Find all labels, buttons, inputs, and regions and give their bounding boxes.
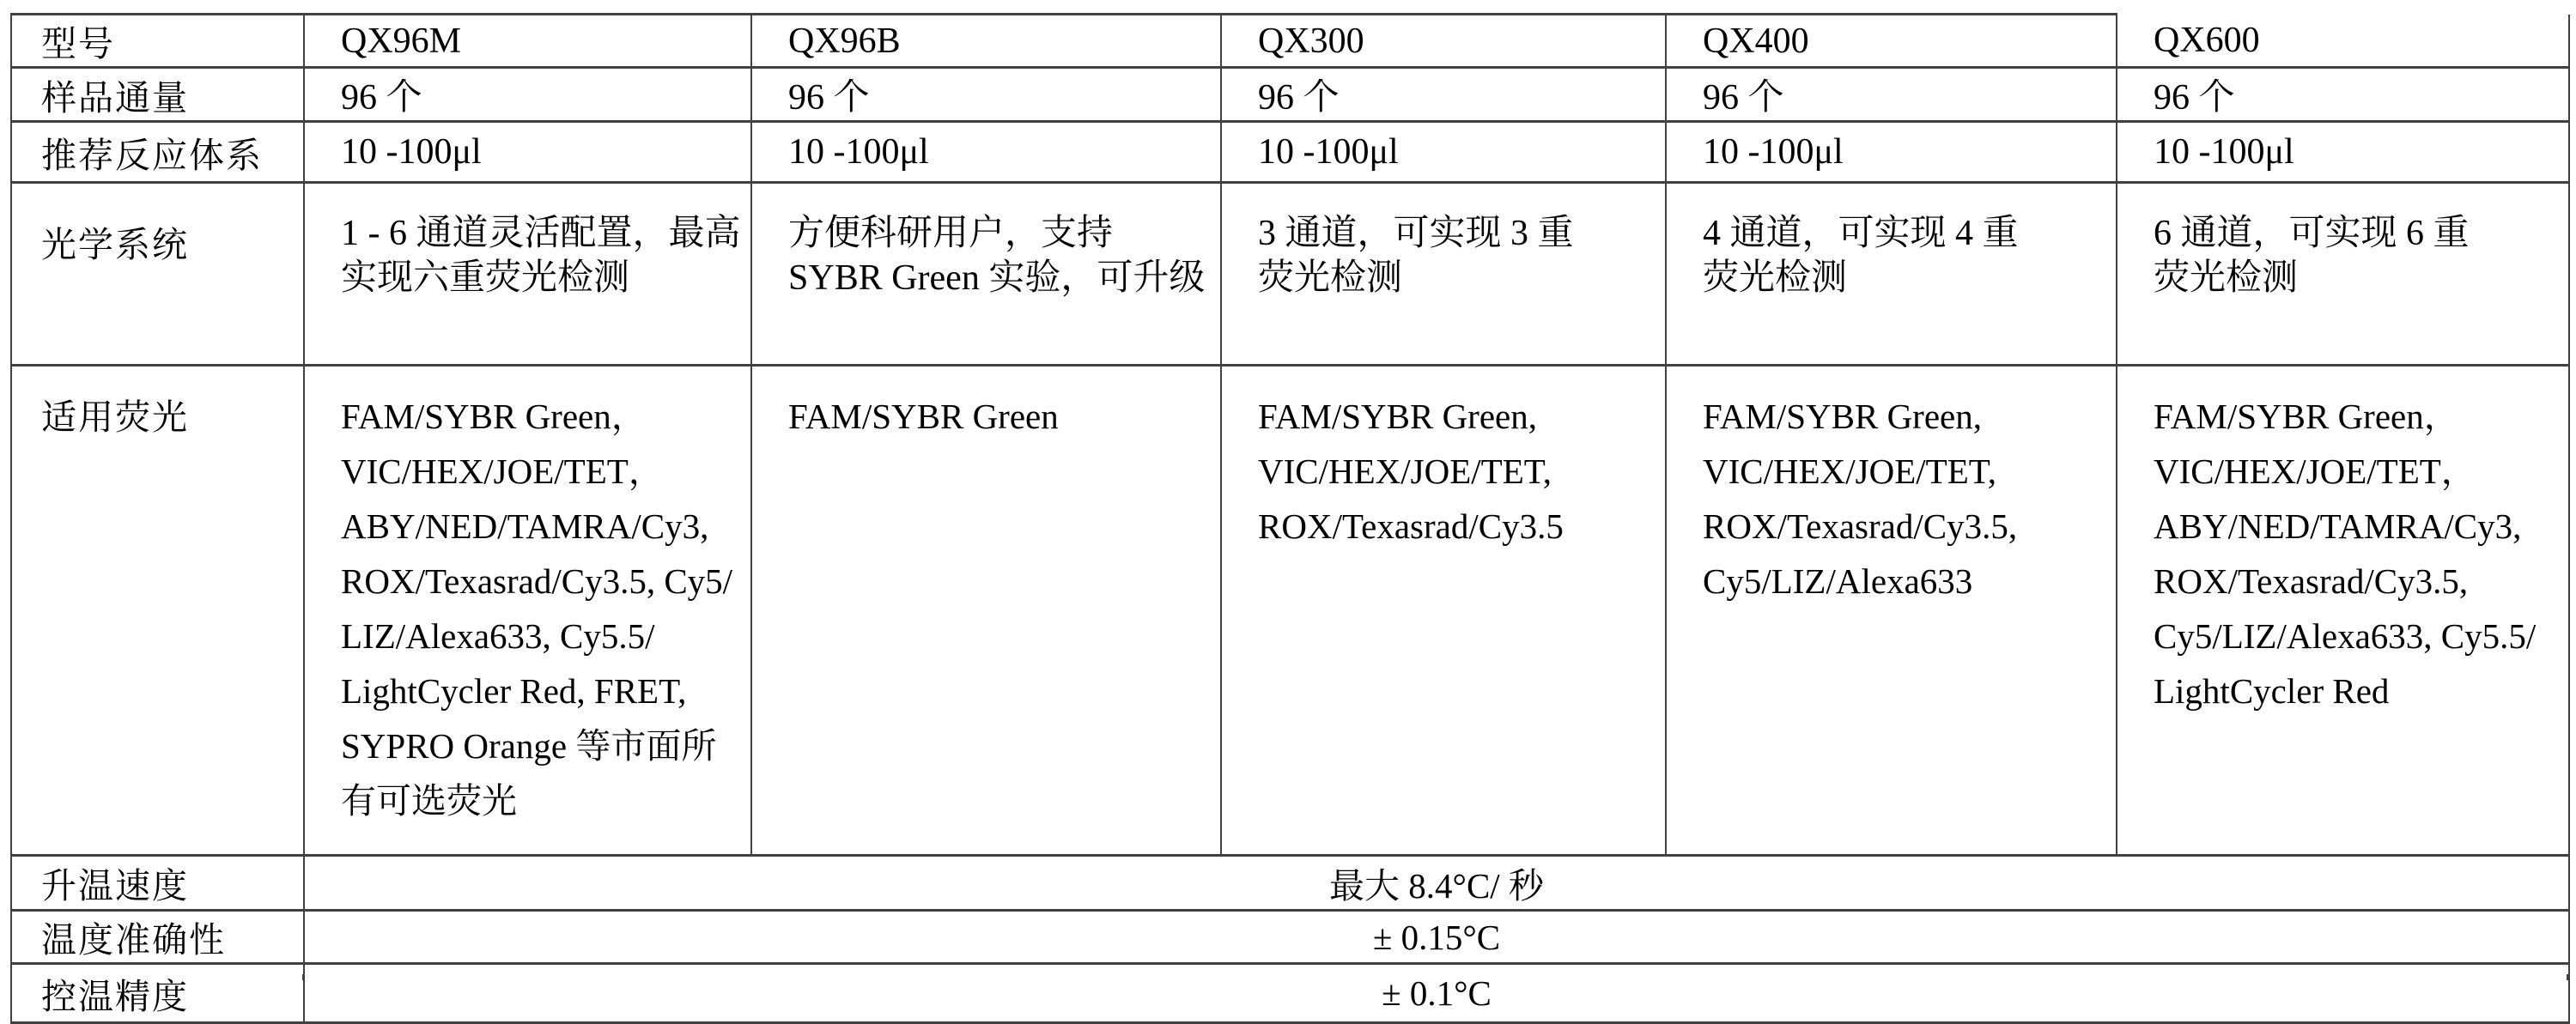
text-line: ABY/NED/TAMRA/Cy3,	[2154, 506, 2522, 546]
text-line: LightCycler Red, FRET,	[341, 671, 687, 711]
cell-optical-qx96m	[304, 183, 751, 366]
text-line: ROX/Texasrad/Cy3.5	[1258, 506, 1564, 546]
cell-optical-qx600	[2117, 183, 2569, 366]
row-optical-system	[11, 183, 2569, 366]
text-line: 1 - 6 通道灵活配置，最高	[341, 214, 741, 253]
cell-reaction-qx300: 10 -100μl	[1221, 122, 1666, 183]
text-line: 荧光检测	[1703, 258, 1848, 298]
row-temperature-precision	[11, 964, 2569, 1023]
model-header-qx96m: QX96M	[304, 15, 751, 68]
model-header-qx600: QX600	[2117, 15, 2569, 68]
row-model	[11, 15, 2569, 68]
text-line: LightCycler Red	[2154, 671, 2390, 711]
row-label-reaction-volume: 推荐反应体系	[11, 122, 304, 183]
row-reaction-volume	[11, 122, 2569, 183]
row-ramp-rate	[11, 856, 2569, 911]
cell-temperature-accuracy-value: ± 0.15°C	[304, 911, 2569, 964]
text-line: ABY/NED/TAMRA/Cy3,	[341, 506, 709, 546]
cell-fluor-qx300	[1221, 366, 1666, 856]
cropped-right-border-stub	[2567, 974, 2568, 980]
text-line: Cy5/LIZ/Alexa633, Cy5.5/	[2154, 616, 2537, 656]
cell-fluor-qx600	[2117, 366, 2569, 856]
row-label-optical-system: 光学系统	[11, 183, 304, 366]
cell-fluor-qx400	[1666, 366, 2117, 856]
text-line: VIC/HEX/JOE/TET,	[1258, 451, 1552, 491]
row-applicable-fluorophores	[11, 366, 2569, 856]
text-line: FAM/SYBR Green,	[1258, 397, 1537, 436]
cell-throughput-qx96m: 96 个	[304, 68, 751, 122]
cell-reaction-qx600: 10 -100μl	[2117, 122, 2569, 183]
cell-fluor-qx96m	[304, 366, 751, 856]
text-line: VIC/HEX/JOE/TET，	[341, 451, 664, 491]
text-line: 有可选荧光	[341, 781, 517, 821]
text-line: 荧光检测	[1258, 258, 1403, 298]
row-label-applicable-fluorophores: 适用荧光	[11, 366, 304, 856]
row-label-throughput: 样品通量	[11, 68, 304, 122]
text-line: LIZ/Alexa633, Cy5.5/	[341, 616, 655, 656]
cell-optical-qx300	[1221, 183, 1666, 366]
cell-temperature-precision-value: ± 0.1°C	[304, 964, 2569, 1023]
text-line: FAM/SYBR Green，	[341, 397, 647, 436]
cell-throughput-qx400: 96 个	[1666, 68, 2117, 122]
text-line: Cy5/LIZ/Alexa633	[1703, 561, 1973, 601]
text-line: FAM/SYBR Green,	[1703, 397, 1982, 436]
text-line: VIC/HEX/JOE/TET,	[1703, 451, 1996, 491]
text-line: ROX/Texasrad/Cy3.5,	[2154, 561, 2469, 601]
cell-fluor-qx96b	[751, 366, 1221, 856]
cropped-left-border-stub	[10, 974, 12, 980]
cell-reaction-qx400: 10 -100μl	[1666, 122, 2117, 183]
row-label-temperature-accuracy: 温度准确性	[11, 911, 304, 964]
row-throughput	[11, 68, 2569, 122]
row-label-temperature-precision: 控温精度	[11, 964, 304, 1023]
text-line: 实现六重荧光检测	[341, 258, 630, 298]
cell-throughput-qx300: 96 个	[1221, 68, 1666, 122]
cell-throughput-qx96b: 96 个	[751, 68, 1221, 122]
text-line: SYPRO Orange 等市面所	[341, 726, 717, 766]
cell-reaction-qx96m: 10 -100μl	[304, 122, 751, 183]
text-line: FAM/SYBR Green	[788, 397, 1059, 436]
model-header-qx400: QX400	[1666, 15, 2117, 68]
cell-optical-qx96b	[751, 183, 1221, 366]
cell-optical-qx400	[1666, 183, 2117, 366]
cell-ramp-rate-value: 最大 8.4°C/ 秒	[304, 856, 2569, 911]
cell-reaction-qx96b: 10 -100μl	[751, 122, 1221, 183]
text-line: ROX/Texasrad/Cy3.5, Cy5/	[341, 561, 733, 601]
text-line: 荧光检测	[2154, 258, 2299, 298]
text-line: SYBR Green 实验，可升级	[788, 258, 1206, 298]
model-header-qx300: QX300	[1221, 15, 1666, 68]
text-line: ROX/Texasrad/Cy3.5,	[1703, 506, 2018, 546]
text-line: 4 通道，可实现 4 重	[1703, 214, 2019, 253]
text-line: VIC/HEX/JOE/TET，	[2154, 451, 2476, 491]
row-label-model: 型号	[11, 15, 304, 68]
text-line: 3 通道，可实现 3 重	[1258, 214, 1574, 253]
text-line: 方便科研用户，支持	[788, 214, 1114, 253]
row-label-ramp-rate: 升温速度	[11, 856, 304, 911]
row-temperature-accuracy	[11, 911, 2569, 964]
spec-comparison-table	[10, 13, 2570, 1024]
cell-throughput-qx600: 96 个	[2117, 68, 2569, 122]
text-line: 6 通道，可实现 6 重	[2154, 214, 2470, 253]
text-line: FAM/SYBR Green，	[2154, 397, 2459, 436]
model-header-qx96b: QX96B	[751, 15, 1221, 68]
cropped-label-separator-stub	[302, 974, 304, 980]
